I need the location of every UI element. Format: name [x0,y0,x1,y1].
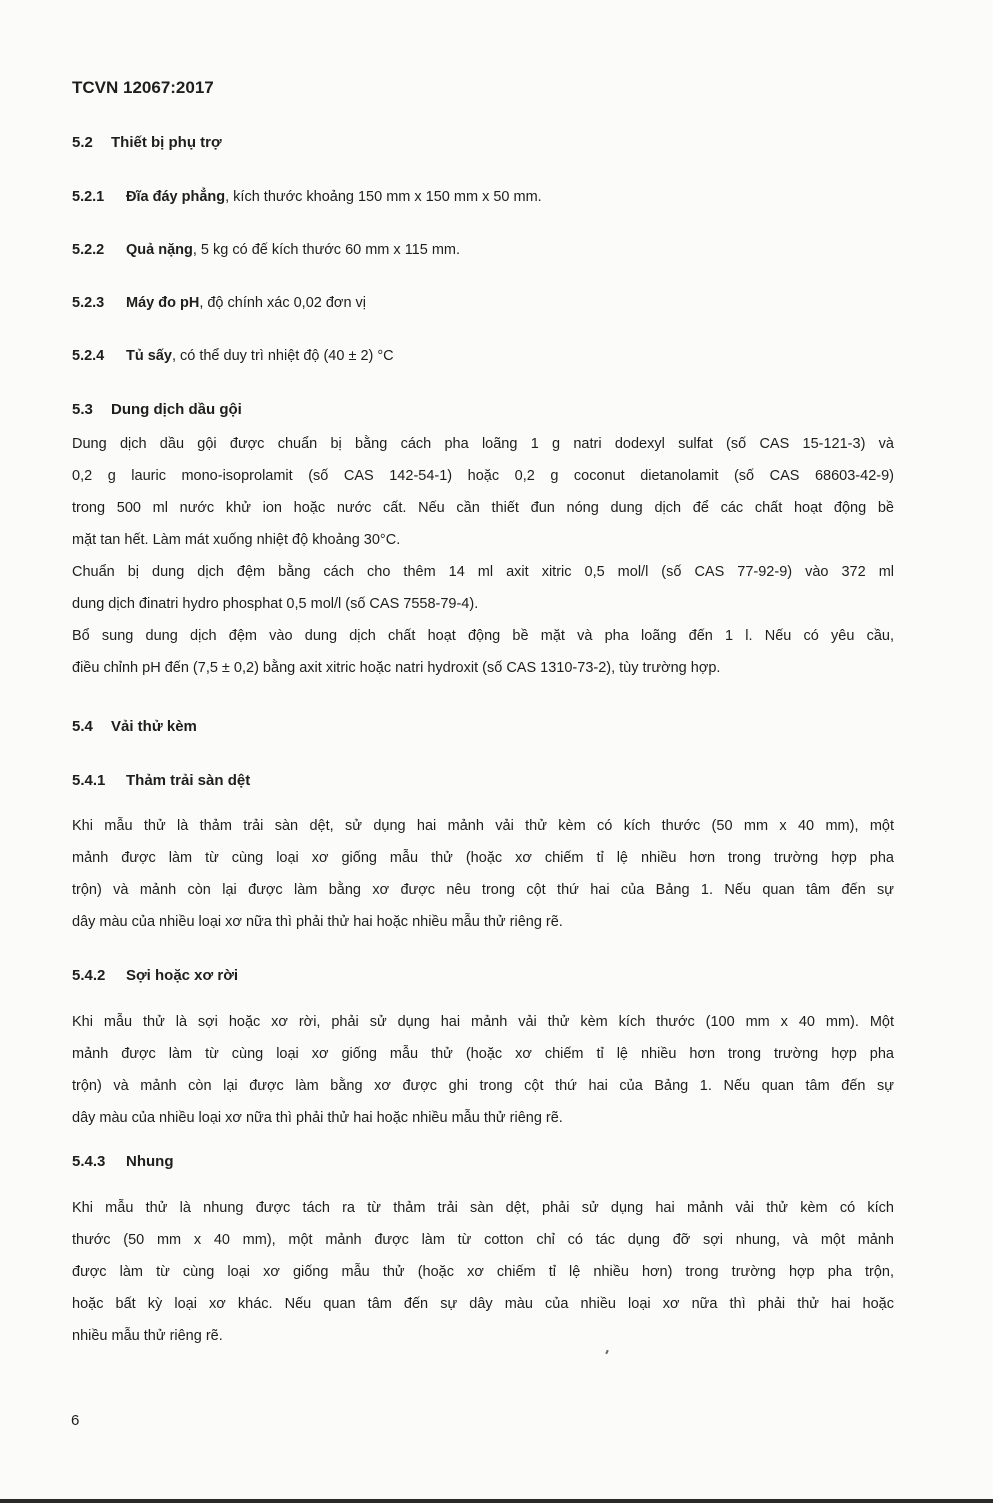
text-line: dây màu của nhiều loại xơ nữa thì phải thử hai hoặc nhiều mẫu thử riêng rẽ. [72,914,563,930]
section-5-4-2-heading [72,967,238,984]
text-line: trộn) và mảnh còn lại được làm bằng xơ được ghi trong cột thứ hai của Bảng 1. Nếu quan tâm đến sự [72,1078,894,1094]
text-line: thước (50 mm x 40 mm), một mảnh được làm từ cotton chỉ có tác dụng đỡ sợi nhung, và một mảnh [72,1232,894,1248]
text-line: trong 500 ml nước khử ion hoặc nước cất. Nếu cần thiết đun nóng dung dịch để các chất hoạt động bề [72,500,894,516]
text-line: mảnh được làm từ cùng loại xơ giống mẫu thử (hoặc xơ chiếm tỉ lệ nhiều hơn trong trường hợp pha [72,1046,894,1062]
item-number: 5.2.4 [72,348,105,364]
section-title: Sợi hoặc xơ rời [126,967,239,984]
section-5-4-1-heading [72,772,250,789]
item-term: Quả nặng [126,242,193,258]
section-number: 5.4.1 [72,772,106,789]
section-5-2-heading [72,134,222,151]
item-number: 5.2.3 [72,295,105,311]
page-number: 6 [71,1412,80,1429]
item-term: Đĩa đáy phẳng [126,189,226,205]
item-number: 5.2.2 [72,242,105,258]
section-title: Vải thử kèm [111,718,197,735]
document-code: TCVN 12067:2017 [72,78,214,97]
text-line: dung dịch đinatri hydro phosphat 0,5 mol/l (số CAS 7558-79-4). [72,596,479,612]
text-line: mảnh được làm từ cùng loại xơ giống mẫu thử (hoặc xơ chiếm tỉ lệ nhiều hơn trong trường hợp pha [72,850,894,866]
section-5-4-1-body [72,810,894,938]
section-number: 5.2 [72,134,93,151]
item-5-2-2 [72,242,460,258]
item-description: , 5 kg có đế kích thước 60 mm x 115 mm. [192,242,461,258]
section-title: Nhung [126,1153,174,1170]
item-5-2-1 [72,189,542,205]
text-line: trộn) và mảnh còn lại được làm bằng xơ được nêu trong cột thứ hai của Bảng 1. Nếu quan tâm đến sự [72,882,894,898]
section-5-4-3-heading [72,1153,173,1170]
text-line: Khi mẫu thử là thảm trải sàn dệt, sử dụng hai mảnh vải thử kèm có kích thước (50 mm x 40 mm), một [72,818,894,834]
text-line: Chuẩn bị dung dịch đệm bằng cách cho thêm 14 ml axit xitric 0,5 mol/l (số CAS 77-92-9) vào 372 ml [72,564,894,580]
item-number: 5.2.1 [72,189,105,205]
section-5-4-2-body [72,1006,894,1134]
text-line: Dung dịch dầu gội được chuẩn bị bằng cách pha loãng 1 g natri dodexyl sulfat (số CAS 15-121-3) và [72,436,894,452]
section-title: Dung dịch dầu gội [111,401,242,418]
text-line: Khi mẫu thử là sợi hoặc xơ rời, phải sử dụng hai mảnh vải thử kèm kích thước (100 mm x 40 mm). Một [72,1014,894,1030]
section-title: Thiết bị phụ trợ [111,134,222,151]
text-line: mặt tan hết. Làm mát xuống nhiệt độ khoảng 30°C. [72,532,401,548]
section-5-3-body [72,428,894,684]
text-line: Khi mẫu thử là nhung được tách ra từ thảm trải sàn dệt, phải sử dụng hai mảnh vải thử kèm có kích [72,1200,894,1216]
item-description: , kích thước khoảng 150 mm x 150 mm x 50 mm. [225,189,542,205]
section-number: 5.4 [72,718,93,735]
section-5-4-heading [72,718,197,735]
item-term: Máy đo pH [126,295,200,311]
section-5-3-heading [72,401,242,418]
section-title: Thảm trải sàn dệt [126,772,251,789]
section-number: 5.4.3 [72,1153,106,1170]
item-description: , độ chính xác 0,02 đơn vị [199,295,367,311]
scan-bottom-edge [0,1499,993,1503]
text-line: dây màu của nhiều loại xơ nữa thì phải thử hai hoặc nhiều mẫu thử riêng rẽ. [72,1110,563,1126]
section-number: 5.4.2 [72,967,106,984]
item-term: Tủ sấy [126,348,172,364]
item-5-2-3 [72,295,366,311]
scan-speck [605,1350,609,1354]
section-5-4-3-body [72,1192,894,1352]
item-description: , có thể duy trì nhiệt độ (40 ± 2) °C [171,348,394,364]
item-5-2-4 [72,348,394,364]
text-line: hoặc bất kỳ loại xơ khác. Nếu quan tâm đến sự dây màu của nhiều loại xơ nữa thì phải thử hai hoặc [72,1296,894,1312]
section-number: 5.3 [72,401,93,418]
text-line: Bổ sung dung dịch đệm vào dung dịch chất hoạt động bề mặt và pha loãng đến 1 l. Nếu có yêu cầu, [72,628,894,644]
text-line: 0,2 g lauric mono-isoprolamit (số CAS 142-54-1) hoặc 0,2 g coconut dietanolamit (số CAS 68603-42-9) [72,468,894,484]
text-line: nhiều mẫu thử riêng rẽ. [72,1328,223,1344]
text-line: điều chỉnh pH đến (7,5 ± 0,2) bằng axit xitric hoặc natri hydroxit (số CAS 1310-73-2), tùy trường hợp. [72,660,721,676]
text-line: được làm từ cùng loại xơ giống mẫu thử (hoặc xơ chiếm tỉ lệ nhiều hơn) trong trường hợp pha trộn, [72,1264,894,1280]
